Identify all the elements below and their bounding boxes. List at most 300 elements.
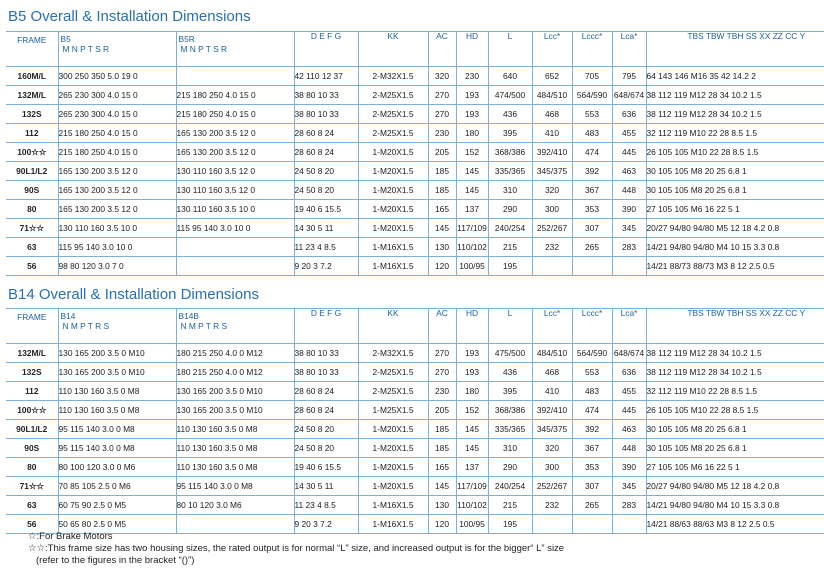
cell-l: 195 [488,515,532,534]
table-row [6,124,824,143]
cell-g2: 110 130 160 3.5 0 M8 [176,439,294,458]
cell-g2: 215 180 250 4.0 15 0 [176,86,294,105]
cell-g1: 215 180 250 4.0 15 0 [58,143,176,162]
cell-lca: 445 [612,143,646,162]
cell-lccc: 367 [572,181,612,200]
cell-lcc: 252/267 [532,477,572,496]
cell-g1: 115 95 140 3.0 10 0 [58,238,176,257]
cell-defg: 24 50 8 20 [294,439,358,458]
col-header-lca: Lca* [612,309,646,344]
col-header-lccc: Lccc* [572,309,612,344]
col-header-tbs-y: TBS TBW TBH SS XX ZZ CC Y [646,309,824,344]
cell-lccc: 564/590 [572,86,612,105]
cell-kk: 2-M32X1.5 [358,67,428,86]
cell-kk: 2-M25X1.5 [358,124,428,143]
cell-l: 395 [488,124,532,143]
cell-lca: 345 [612,219,646,238]
cell-lcc: 345/375 [532,162,572,181]
col-header-frame: FRAME [6,309,58,344]
cell-lccc [572,515,612,534]
cell-frame: 71☆☆ [6,219,58,238]
footnote-brake: ☆:For Brake Motors [28,531,113,542]
cell-frame: 63 [6,238,58,257]
col-header-frame: FRAME [6,32,58,67]
cell-l: 290 [488,200,532,219]
cell-defg: 14 30 5 11 [294,477,358,496]
cell-kk: 1-M16X1.5 [358,238,428,257]
cell-tail: 30 105 105 M8 20 25 6.8 1 [646,439,824,458]
cell-defg: 38 80 10 33 [294,344,358,363]
cell-lccc [572,257,612,276]
cell-kk: 2-M25X1.5 [358,86,428,105]
cell-lccc: 474 [572,143,612,162]
col-header-lca: Lca* [612,32,646,67]
table-row [6,477,824,496]
cell-tail: 30 105 105 M8 20 25 6.8 1 [646,181,824,200]
cell-hd: 230 [456,67,488,86]
cell-g2: 130 110 160 3.5 12 0 [176,162,294,181]
cell-tail: 38 112 119 M12 28 34 10.2 1.5 [646,344,824,363]
cell-lca [612,257,646,276]
cell-g2: 95 115 140 3.0 0 M8 [176,477,294,496]
cell-g2 [176,67,294,86]
cell-l: 395 [488,382,532,401]
cell-tail: 20/27 94/80 94/80 M5 12 18 4.2 0.8 [646,477,824,496]
col-header-kk: KK [358,309,428,344]
cell-tail: 14/21 88/63 88/63 M3 8 12 2.5 0.5 [646,515,824,534]
col-header-hd: HD [456,309,488,344]
col-header-defg: D E F G [294,32,358,67]
cell-lccc: 265 [572,238,612,257]
cell-g2: 165 130 200 3.5 12 0 [176,143,294,162]
cell-lca: 448 [612,181,646,200]
cell-tail: 27 105 105 M6 16 22 5 1 [646,200,824,219]
cell-ac: 230 [428,382,456,401]
col-header-l: L [488,309,532,344]
cell-kk: 1-M20X1.5 [358,420,428,439]
col-header-hd: HD [456,32,488,67]
cell-frame: 80 [6,458,58,477]
cell-defg: 28 60 8 24 [294,382,358,401]
cell-hd: 145 [456,162,488,181]
group-letters: M N P T S R [62,44,110,55]
cell-ac: 270 [428,105,456,124]
cell-lccc: 564/590 [572,344,612,363]
cell-lca: 345 [612,477,646,496]
col-header-lccc: Lccc* [572,32,612,67]
cell-defg: 24 50 8 20 [294,181,358,200]
cell-lca: 390 [612,458,646,477]
b5-dimensions-table [6,31,824,276]
cell-frame: 56 [6,515,58,534]
cell-g1: 300 250 350 5.0 19 0 [58,67,176,86]
cell-tail: 38 112 119 M12 28 34 10.2 1.5 [646,363,824,382]
cell-defg: 38 80 10 33 [294,363,358,382]
table-row [6,363,824,382]
table-row [6,219,824,238]
cell-kk: 1-M16X1.5 [358,496,428,515]
cell-lccc: 553 [572,105,612,124]
cell-lccc: 367 [572,439,612,458]
cell-lca: 636 [612,105,646,124]
cell-lccc: 392 [572,162,612,181]
col-header-group2 [176,32,294,67]
cell-kk: 2-M25X1.5 [358,105,428,124]
cell-g2: 130 165 200 3.5 0 M10 [176,401,294,420]
cell-l: 195 [488,257,532,276]
cell-g1: 110 130 160 3.5 0 M8 [58,382,176,401]
cell-kk: 1-M16X1.5 [358,515,428,534]
cell-hd: 180 [456,382,488,401]
cell-frame: 160M/L [6,67,58,86]
table-row [6,458,824,477]
header-row [6,309,824,344]
table-row [6,401,824,420]
cell-ac: 130 [428,238,456,257]
cell-g1: 50 65 80 2.5 0 M5 [58,515,176,534]
cell-frame: 63 [6,496,58,515]
cell-lccc: 392 [572,420,612,439]
cell-lcc: 392/410 [532,401,572,420]
cell-frame: 100☆☆ [6,401,58,420]
cell-lccc: 483 [572,124,612,143]
cell-lccc: 705 [572,67,612,86]
cell-kk: 2-M32X1.5 [358,344,428,363]
cell-hd: 193 [456,86,488,105]
cell-lcc: 468 [532,363,572,382]
cell-l: 640 [488,67,532,86]
cell-g2: 80 10 120 3.0 M6 [176,496,294,515]
group-label: B14 [60,311,76,321]
cell-g1: 130 165 200 3.5 0 M10 [58,363,176,382]
cell-defg: 24 50 8 20 [294,162,358,181]
cell-frame: 132S [6,105,58,124]
cell-hd: 180 [456,124,488,143]
cell-frame: 80 [6,200,58,219]
cell-hd: 100/95 [456,515,488,534]
cell-hd: 145 [456,420,488,439]
cell-lcc: 468 [532,105,572,124]
group-label: B5 [60,34,71,44]
cell-kk: 1-M20X1.5 [358,439,428,458]
cell-frame: 90L1/L2 [6,420,58,439]
cell-kk: 2-M25X1.5 [358,363,428,382]
cell-tail: 38 112 119 M12 28 34 10.2 1.5 [646,105,824,124]
cell-kk: 1-M20X1.5 [358,458,428,477]
col-header-l: L [488,32,532,67]
cell-lcc: 320 [532,439,572,458]
cell-defg: 38 80 10 33 [294,105,358,124]
cell-l: 310 [488,181,532,200]
cell-l: 240/254 [488,219,532,238]
cell-tail: 64 143 146 M16 35 42 14.2 2 [646,67,824,86]
cell-kk: 2-M25X1.5 [358,382,428,401]
cell-defg: 24 50 8 20 [294,420,358,439]
cell-lca: 448 [612,439,646,458]
table-row [6,105,824,124]
cell-hd: 100/95 [456,257,488,276]
cell-tail: 32 112 119 M10 22 28 8.5 1.5 [646,124,824,143]
cell-lcc: 652 [532,67,572,86]
cell-lca: 390 [612,200,646,219]
cell-hd: 137 [456,458,488,477]
cell-lcc: 232 [532,496,572,515]
cell-ac: 270 [428,363,456,382]
cell-ac: 320 [428,67,456,86]
cell-g2: 115 95 140 3.0 10 0 [176,219,294,238]
cell-g1: 130 110 160 3.5 10 0 [58,219,176,238]
cell-lcc: 232 [532,238,572,257]
cell-ac: 120 [428,257,456,276]
cell-g2: 130 165 200 3.5 0 M10 [176,382,294,401]
cell-lcc: 320 [532,181,572,200]
cell-lccc: 265 [572,496,612,515]
col-header-defg: D E F G [294,309,358,344]
table-row [6,200,824,219]
cell-g2: 110 130 160 3.5 0 M8 [176,458,294,477]
cell-ac: 145 [428,477,456,496]
cell-lcc [532,257,572,276]
cell-tail: 14/21 88/73 88/73 M3 8 12 2.5 0.5 [646,257,824,276]
cell-hd: 152 [456,401,488,420]
cell-g2: 130 110 160 3.5 12 0 [176,181,294,200]
cell-l: 474/500 [488,86,532,105]
cell-lcc: 300 [532,200,572,219]
b14-dimensions-table [6,308,824,534]
table-row [6,344,824,363]
cell-g2: 180 215 250 4.0 0 M12 [176,344,294,363]
cell-g2: 165 130 200 3.5 12 0 [176,124,294,143]
cell-lcc: 300 [532,458,572,477]
cell-lcc: 392/410 [532,143,572,162]
cell-g1: 110 130 160 3.5 0 M8 [58,401,176,420]
cell-l: 368/386 [488,143,532,162]
cell-tail: 14/21 94/80 94/80 M4 10 15 3.3 0.8 [646,238,824,257]
cell-defg: 28 60 8 24 [294,124,358,143]
header-row [6,32,824,67]
cell-lca [612,515,646,534]
cell-hd: 110/102 [456,238,488,257]
cell-g2 [176,238,294,257]
cell-defg: 19 40 6 15.5 [294,458,358,477]
cell-frame: 132S [6,363,58,382]
cell-tail: 27 105 105 M6 16 22 5 1 [646,458,824,477]
cell-ac: 145 [428,219,456,238]
cell-defg: 14 30 5 11 [294,219,358,238]
footnote-bracket: (refer to the figures in the bracket “()”) [36,555,195,566]
col-header-tbs-y: TBS TBW TBH SS XX ZZ CC Y [646,32,824,67]
cell-g2: 180 215 250 4.0 0 M12 [176,363,294,382]
cell-g1: 70 85 105 2.5 0 M6 [58,477,176,496]
cell-hd: 145 [456,439,488,458]
cell-defg: 42 110 12 37 [294,67,358,86]
cell-lca: 463 [612,162,646,181]
cell-lca: 455 [612,382,646,401]
col-header-kk: KK [358,32,428,67]
cell-l: 436 [488,363,532,382]
group-letters: M N P T S R [180,44,228,55]
cell-hd: 110/102 [456,496,488,515]
cell-lca: 283 [612,238,646,257]
cell-tail: 32 112 119 M10 22 28 8.5 1.5 [646,382,824,401]
cell-lca: 463 [612,420,646,439]
col-header-group1 [58,32,176,67]
cell-lca: 648/674 [612,344,646,363]
cell-hd: 117/109 [456,219,488,238]
cell-g1: 265 230 300 4.0 15 0 [58,105,176,124]
cell-g1: 60 75 90 2.5 0 M5 [58,496,176,515]
cell-lccc: 353 [572,458,612,477]
table-row [6,257,824,276]
col-header-group2 [176,309,294,344]
cell-l: 475/500 [488,344,532,363]
cell-tail: 26 105 105 M10 22 28 8.5 1.5 [646,401,824,420]
cell-frame: 71☆☆ [6,477,58,496]
cell-ac: 205 [428,401,456,420]
col-header-lcc: Lcc* [532,32,572,67]
cell-lcc: 484/510 [532,86,572,105]
cell-lca: 636 [612,363,646,382]
cell-frame: 132M/L [6,86,58,105]
table-row [6,67,824,86]
cell-kk: 1-M20X1.5 [358,200,428,219]
cell-tail: 26 105 105 M10 22 28 8.5 1.5 [646,143,824,162]
cell-ac: 185 [428,439,456,458]
cell-lccc: 474 [572,401,612,420]
cell-lcc: 410 [532,382,572,401]
cell-hd: 145 [456,181,488,200]
cell-g2: 130 110 160 3.5 10 0 [176,200,294,219]
cell-defg: 11 23 4 8.5 [294,238,358,257]
cell-kk: 1-M20X1.5 [358,162,428,181]
cell-kk: 1-M20X1.5 [358,219,428,238]
cell-ac: 130 [428,496,456,515]
cell-frame: 100☆☆ [6,143,58,162]
cell-l: 215 [488,496,532,515]
cell-hd: 193 [456,363,488,382]
cell-frame: 90L1/L2 [6,162,58,181]
col-header-ac: AC [428,309,456,344]
cell-ac: 165 [428,200,456,219]
col-header-lcc: Lcc* [532,309,572,344]
cell-tail: 38 112 119 M12 28 34 10.2 1.5 [646,86,824,105]
cell-defg: 38 80 10 33 [294,86,358,105]
cell-g1: 215 180 250 4.0 15 0 [58,124,176,143]
table-row [6,181,824,200]
group-letters: N M P T R S [62,321,110,332]
cell-lca: 283 [612,496,646,515]
cell-kk: 1-M16X1.5 [358,257,428,276]
cell-defg: 11 23 4 8.5 [294,496,358,515]
cell-g1: 265 230 300 4.0 15 0 [58,86,176,105]
cell-frame: 112 [6,124,58,143]
cell-l: 436 [488,105,532,124]
group-label: B5R [178,34,195,44]
cell-frame: 56 [6,257,58,276]
cell-g1: 98 80 120 3.0 7 0 [58,257,176,276]
cell-kk: 1-M20X1.5 [358,143,428,162]
cell-hd: 193 [456,344,488,363]
table-row [6,439,824,458]
cell-lca: 648/674 [612,86,646,105]
cell-hd: 152 [456,143,488,162]
cell-g1: 80 100 120 3.0 0 M6 [58,458,176,477]
cell-lcc: 252/267 [532,219,572,238]
cell-g1: 130 165 200 3.5 0 M10 [58,344,176,363]
footnotes [28,531,564,567]
cell-hd: 117/109 [456,477,488,496]
cell-ac: 185 [428,181,456,200]
cell-lca: 455 [612,124,646,143]
cell-g1: 165 130 200 3.5 12 0 [58,200,176,219]
cell-ac: 185 [428,420,456,439]
cell-l: 290 [488,458,532,477]
cell-lcc: 410 [532,124,572,143]
cell-l: 310 [488,439,532,458]
cell-hd: 137 [456,200,488,219]
cell-lccc: 353 [572,200,612,219]
cell-ac: 165 [428,458,456,477]
cell-l: 335/365 [488,162,532,181]
cell-l: 240/254 [488,477,532,496]
cell-g1: 95 115 140 3.0 0 M8 [58,420,176,439]
table-row [6,162,824,181]
cell-ac: 120 [428,515,456,534]
cell-kk: 1-M20X1.5 [358,477,428,496]
cell-kk: 1-M25X1.5 [358,401,428,420]
cell-lca: 445 [612,401,646,420]
table-row [6,496,824,515]
cell-ac: 205 [428,143,456,162]
cell-lccc: 483 [572,382,612,401]
cell-defg: 19 40 6 15.5 [294,200,358,219]
cell-lccc: 307 [572,219,612,238]
cell-tail: 14/21 94/80 94/80 M4 10 15 3.3 0.8 [646,496,824,515]
cell-g1: 95 115 140 3.0 0 M8 [58,439,176,458]
cell-l: 215 [488,238,532,257]
cell-lccc: 307 [572,477,612,496]
cell-defg: 9 20 3 7.2 [294,515,358,534]
cell-lcc: 484/510 [532,344,572,363]
cell-g2: 110 130 160 3.5 0 M8 [176,420,294,439]
b14-section-title: B14 Overall & Installation Dimensions [8,286,259,303]
col-header-ac: AC [428,32,456,67]
table-row [6,143,824,162]
cell-hd: 193 [456,105,488,124]
group-letters: N M P T R S [180,321,228,332]
cell-frame: 132M/L [6,344,58,363]
cell-frame: 90S [6,439,58,458]
cell-lccc: 553 [572,363,612,382]
cell-lca: 795 [612,67,646,86]
b5-section-title: B5 Overall & Installation Dimensions [8,8,251,25]
table-row [6,382,824,401]
cell-l: 368/386 [488,401,532,420]
table-row [6,238,824,257]
cell-defg: 9 20 3 7.2 [294,257,358,276]
table-row [6,86,824,105]
cell-g2 [176,257,294,276]
cell-ac: 185 [428,162,456,181]
cell-l: 335/365 [488,420,532,439]
cell-ac: 270 [428,344,456,363]
cell-frame: 90S [6,181,58,200]
cell-defg: 28 60 8 24 [294,401,358,420]
table-row [6,420,824,439]
cell-g2: 215 180 250 4.0 15 0 [176,105,294,124]
cell-frame: 112 [6,382,58,401]
cell-defg: 28 60 8 24 [294,143,358,162]
